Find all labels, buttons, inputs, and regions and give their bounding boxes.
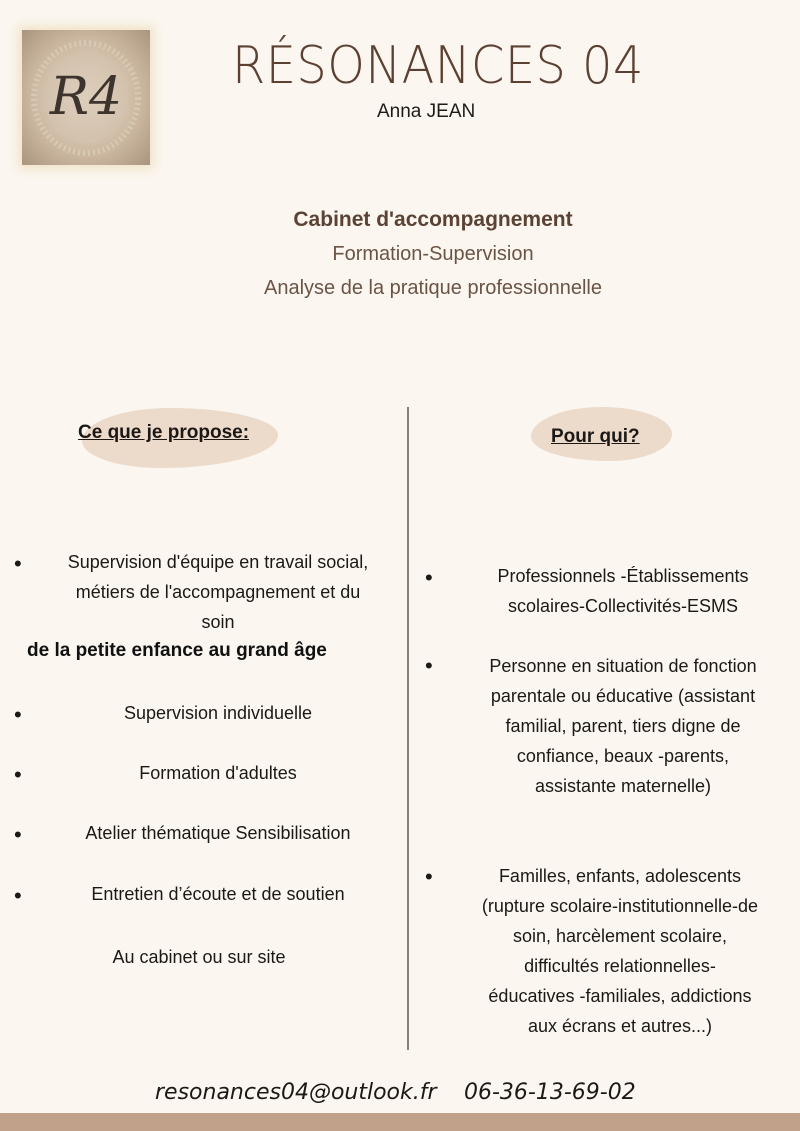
list-item-atelier: Atelier thématique Sensibilisation	[85, 823, 351, 843]
bullet: •	[14, 702, 22, 727]
contact-email[interactable]: resonances04@outlook.fr	[155, 1080, 437, 1105]
list-item-emphasis: de la petite enfance au grand âge	[27, 640, 327, 661]
bullet: •	[14, 762, 22, 787]
column-divider	[407, 407, 409, 1050]
tagline-line-2: Analyse de la pratique professionnelle	[264, 277, 602, 299]
logo	[22, 30, 150, 165]
right-column-heading: Pour qui?	[551, 426, 640, 447]
list-item-professionnels	[450, 561, 796, 621]
list-item-line: aux écrans et autres...)	[527, 1016, 713, 1036]
bullet: •	[14, 883, 22, 908]
author-name: Anna JEAN	[377, 101, 476, 122]
list-item-line: Familles, enfants, adolescents	[498, 866, 742, 886]
list-item-line: soin, harcèlement scolaire,	[512, 926, 728, 946]
list-item-formation: Formation d'adultes	[139, 763, 297, 783]
list-item-line: Personne en situation de fonction	[489, 656, 757, 676]
list-item-familles	[440, 861, 800, 1041]
list-item-line: parentale ou éducative (assistant	[490, 686, 756, 706]
list-item-line: difficultés relationnelles-	[524, 956, 716, 976]
list-item-line: soin	[201, 612, 235, 632]
tagline-heading: Cabinet d'accompagnement	[293, 208, 573, 231]
list-item-line: Supervision d'équipe en travail social,	[67, 552, 369, 572]
bullet: •	[14, 551, 22, 576]
list-item-line: éducatives -familiales, addictions	[488, 986, 752, 1006]
tagline-line-1: Formation-Supervision	[332, 243, 534, 265]
list-item-line: assistante maternelle)	[534, 776, 712, 796]
bullet: •	[425, 565, 433, 590]
list-item-parents	[450, 651, 796, 801]
list-item-supervision-equipe	[38, 547, 398, 637]
footer-bar	[0, 1113, 800, 1131]
bullet: •	[425, 653, 433, 678]
list-item-line: (rupture scolaire-institutionnelle-de	[481, 896, 759, 916]
list-item-line: métiers de l'accompagnement et du	[75, 582, 361, 602]
list-item-line: familial, parent, tiers digne de	[505, 716, 741, 736]
list-item-line: Professionnels -Établissements	[497, 566, 749, 586]
logo-monogram: R4	[49, 67, 123, 127]
left-column-heading: Ce que je propose:	[78, 422, 250, 443]
list-item-line: scolaires-Collectivités-ESMS	[507, 596, 739, 616]
list-item-supervision-individuelle: Supervision individuelle	[123, 703, 313, 723]
list-item-line: confiance, beaux -parents,	[516, 746, 730, 766]
location-note: Au cabinet ou sur site	[112, 947, 286, 967]
list-item-entretien: Entretien d’écoute et de soutien	[91, 884, 345, 904]
page-title: RÉSONANCES 04	[232, 36, 644, 96]
bullet: •	[14, 822, 22, 847]
bullet: •	[425, 864, 433, 889]
contact-phone[interactable]: 06-36-13-69-02	[464, 1080, 636, 1105]
